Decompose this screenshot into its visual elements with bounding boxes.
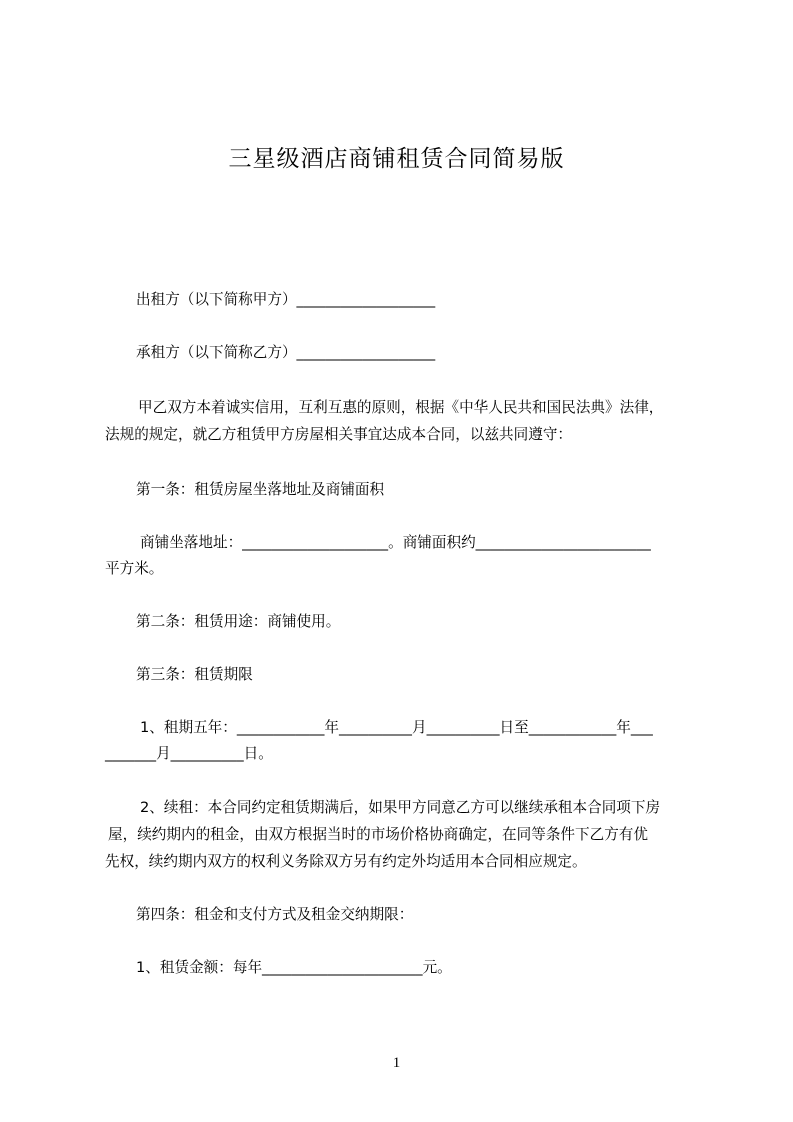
lease-term-line-2: _______月__________日。 bbox=[105, 745, 273, 762]
article-4-heading: 第四条：租金和支付方式及租金交纳期限： bbox=[136, 906, 414, 923]
shop-area-unit-line: 平方米。 bbox=[105, 560, 164, 577]
article-2-heading: 第二条：租赁用途：商铺使用。 bbox=[136, 613, 341, 630]
preamble-line-1: 甲乙双方本着诚实信用，互利互惠的原则，根据《中华人民共和国民法典》法律， bbox=[138, 399, 664, 416]
lease-term-line-1: 1、租期五年：____________年__________月__________日至____________年___ bbox=[140, 719, 653, 736]
rent-amount-line: 1、租赁金额：每年______________________元。 bbox=[136, 959, 452, 976]
article-3-heading: 第三条：租赁期限 bbox=[136, 666, 253, 683]
renewal-line-3: 先权，续约期内双方的权利义务除双方另有约定外均适用本合同相应规定。 bbox=[105, 853, 587, 870]
renewal-line-2: 屋，续约期内的租金，由双方根据当时的市场价格协商确定，在同等条件下乙方有优 bbox=[108, 826, 648, 843]
lessee-line: 承租方（以下简称乙方）___________________ bbox=[136, 344, 436, 361]
page-number: 1 bbox=[392, 1055, 401, 1071]
lessor-line: 出租方（以下简称甲方）___________________ bbox=[136, 291, 436, 308]
preamble-line-2: 法规的规定，就乙方租赁甲方房屋相关事宜达成本合同，以兹共同遵守： bbox=[105, 426, 573, 443]
renewal-line-1: 2、续租：本合同约定租赁期满后，如果甲方同意乙方可以继续承租本合同项下房 bbox=[140, 799, 661, 816]
shop-address-line: 商铺坐落地址：____________________。商铺面积约________________________ bbox=[140, 534, 651, 551]
article-1-heading: 第一条：租赁房屋坐落地址及商铺面积 bbox=[136, 481, 385, 498]
document-title: 三星级酒店商铺租赁合同简易版 bbox=[228, 146, 565, 172]
